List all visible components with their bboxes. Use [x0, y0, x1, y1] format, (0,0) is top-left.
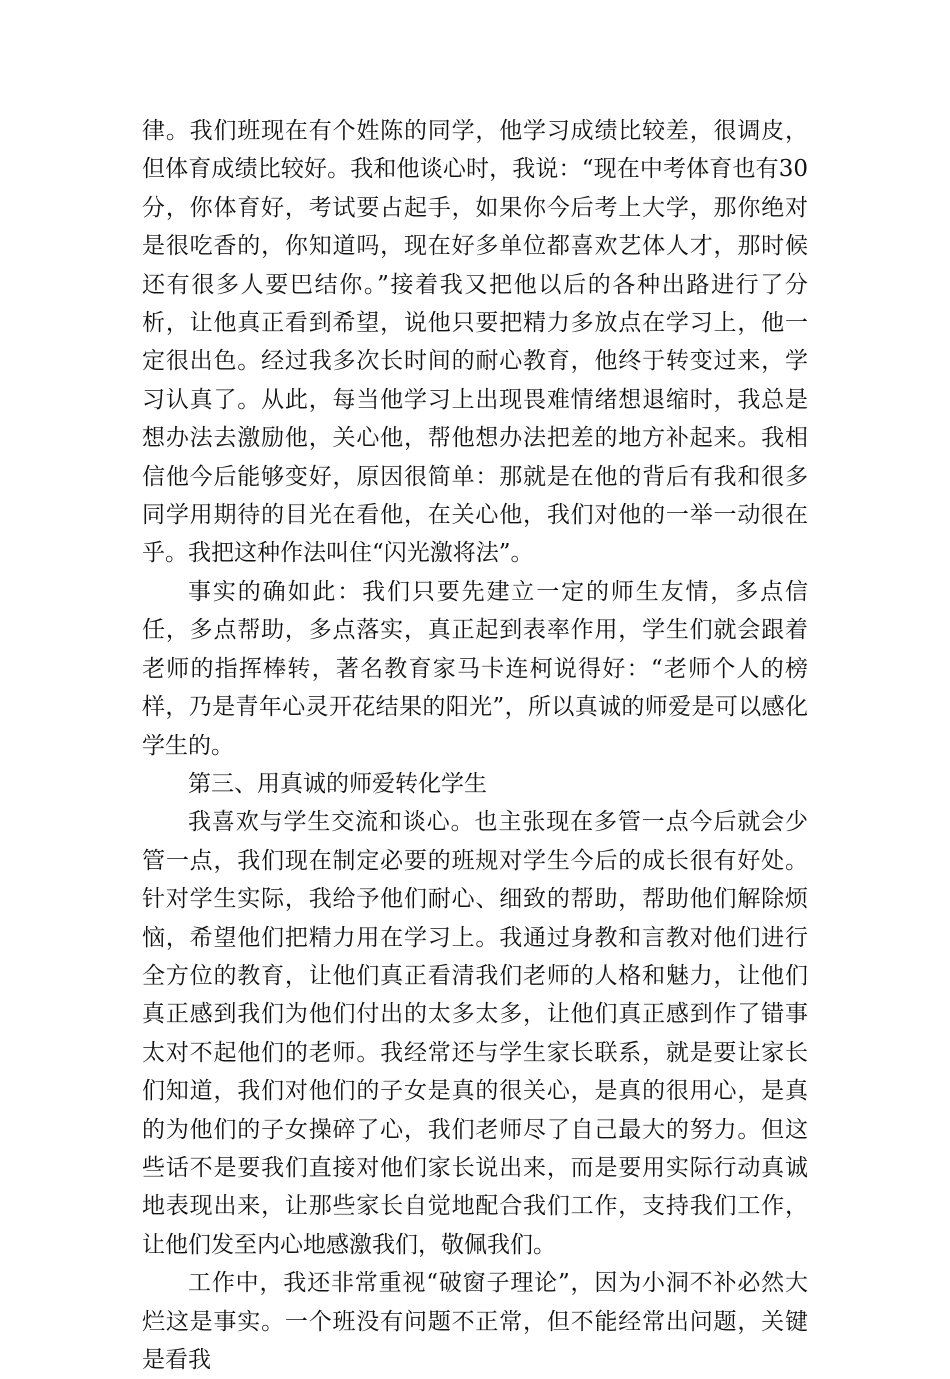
- paragraph-3: 我喜欢与学生交流和谈心。也主张现在多管一点今后就会少管一点，我们现在制定必要的班规对学生今后的成长很有好处。针对学生实际，我给予他们耐心、细致的帮助，帮助他们解除烦恼，希望他们把精力用在学习上。我通过身教和言教对他们进行全方位的教育，让他们真正看清我们老师的人格和魅力，让他们真正感到我们为他们付出的太多太多，让他们真正感到作了错事太对不起他们的老师。我经常还与学生家长联系，就是要让家长们知道，我们对他们的子女是真的很关心，是真的很用心，是真的为他们的子女操碎了心，我们老师尽了自己最大的努力。但这些话不是要我们直接对他们家长说出来，而是要用实际行动真诚地表现出来，让那些家长自觉地配合我们工作，支持我们工作，让他们发至内心地感激我们，敬佩我们。: [142, 809, 808, 1258]
- paragraph-1: 律。我们班现在有个姓陈的同学，他学习成绩比较差，很调皮，但体育成绩比较好。我和他谈心时，我说：“现在中考体育也有30分，你体育好，考试要占起手，如果你今后考上大学，那你绝对是很吃香的，你知道吗，现在好多单位都喜欢艺体人才，那时候还有很多人要巴结你。”接着我又把他以后的各种出路进行了分析，让他真正看到希望，说他只要把精力多放点在学习上，他一定很出色。经过我多次长时间的耐心教育，他终于转变过来，学习认真了。从此，每当他学习上出现畏难情绪想退缩时，我总是想办法去激励他，关心他，帮他想办法把差的地方补起来。我相信他今后能够变好，原因很简单：那就是在他的背后有我和很多同学用期待的目光在看他，在关心他，我们对他的一举一动很在乎。我把这种作法叫住“闪光激将法”。: [142, 118, 808, 567]
- paragraph-4: 工作中，我还非常重视“破窗子理论”，因为小洞不补必然大烂这是事实。一个班没有问题不正常，但不能经常出问题，关键是看我: [142, 1270, 808, 1373]
- section-heading: 第三、用真诚的师爱转化学生: [188, 770, 487, 797]
- body-text: [142, 112, 808, 1379]
- paragraph-2: 事实的确如此：我们只要先建立一定的师生友情，多点信任，多点帮助，多点落实，真正起到表率作用，学生们就会跟着老师的指挥棒转，著名教育家马卡连柯说得好：“老师个人的榜样，乃是青年心灵开花结果的阳光”，所以真诚的师爱是可以感化学生的。: [142, 578, 808, 759]
